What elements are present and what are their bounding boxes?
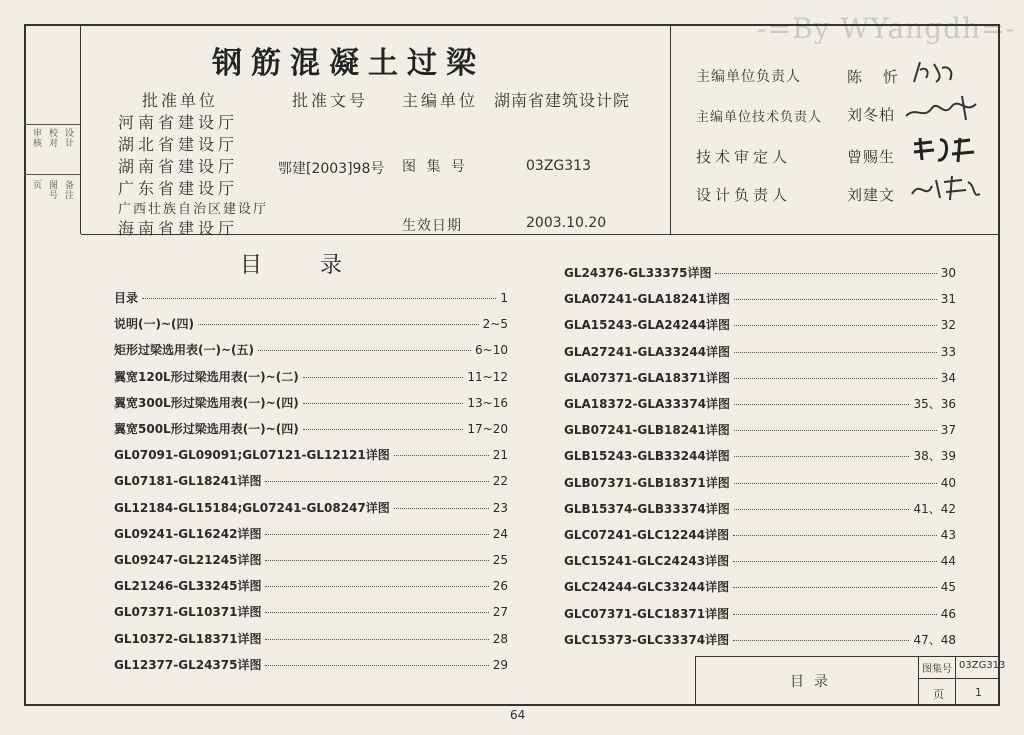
toc-entry-page: 17~20: [467, 422, 508, 436]
approver-item: 广西壮族自治区建设厅: [118, 202, 269, 217]
toc-entry-name: GLB15374-GLB33374详图: [564, 501, 730, 516]
toc-entry-page: 2~5: [482, 317, 508, 332]
toc-entry-name: GL10372-GL18371详图: [114, 631, 262, 646]
role-reviewer: 技术审定人: [696, 148, 792, 166]
person-reviewer: 曾赐生: [847, 148, 896, 166]
toc-entry: [114, 289, 508, 309]
toc-entry-page: 26: [492, 579, 508, 594]
toc-leader-dots: [265, 586, 488, 587]
title-block-divider: [955, 656, 956, 706]
toc-entry-name: GL21246-GL33245详图: [114, 579, 262, 594]
toc-entry: [114, 577, 508, 597]
toc-entry-page: 31: [940, 292, 956, 307]
approver-item: 海南省建设厅: [118, 219, 239, 238]
toc-leader-dots: [394, 455, 489, 456]
toc-title: 目录: [240, 253, 401, 278]
toc-entry-page: 21: [492, 448, 508, 463]
role-chief-editor: 主编单位负责人: [696, 69, 801, 85]
title-block-divider: [918, 678, 1000, 679]
toc-leader-dots: [265, 534, 488, 535]
title-block-divider: [918, 656, 919, 706]
toc-entry-name: GLB07241-GLB18241详图: [564, 423, 730, 438]
toc-entry-name: 翼宽300L形过梁选用表(一)~(四): [114, 395, 299, 410]
role-designer: 设计负责人: [696, 186, 792, 204]
strip-cell: 审核: [31, 128, 41, 148]
toc-entry-name: GLA07371-GLA18371详图: [564, 370, 731, 385]
toc-leader-dots: [733, 561, 937, 562]
toc-entry-page: 1: [500, 291, 508, 305]
toc-leader-dots: [198, 324, 479, 325]
toc-entry: [564, 474, 956, 494]
toc-entry: [114, 315, 508, 335]
watermark: -=By WYangdh=-: [757, 12, 1016, 45]
toc-entry-page: 44: [940, 554, 956, 569]
approver-item: 湖北省建设厅: [118, 135, 239, 154]
toc-leader-dots: [734, 325, 937, 326]
toc-entry-name: 翼宽500L形过梁选用表(一)~(四): [114, 422, 299, 436]
toc-entry-name: GL09241-GL16242详图: [114, 526, 262, 541]
docno-value: 鄂建[2003]98号: [278, 161, 385, 177]
toc-leader-dots: [734, 352, 937, 353]
date-label: 生效日期: [402, 218, 462, 234]
toc-entry-page: 37: [940, 423, 956, 438]
toc-entry: [114, 499, 508, 519]
toc-leader-dots: [734, 378, 937, 379]
toc-leader-dots: [734, 456, 910, 457]
toc-entry: [564, 526, 956, 546]
toc-entry: [564, 316, 956, 336]
toc-entry-page: 43: [940, 528, 956, 542]
page-value: 1: [975, 686, 982, 699]
toc-entry-page: 28: [492, 631, 508, 646]
toc-entry-page: 29: [492, 657, 508, 672]
toc-entry-page: 46: [940, 606, 956, 621]
toc-entry-page: 23: [492, 500, 508, 515]
toc-entry-name: 说明(一)~(四): [114, 317, 194, 332]
editor-value: 湖南省建筑设计院: [494, 91, 631, 110]
toc-entry-name: GLA07241-GLA18241详图: [564, 292, 731, 307]
toc-entry: [564, 421, 956, 441]
editor-label: 主编单位: [402, 91, 479, 110]
toc-entry-name: GLC07371-GLC18371详图: [564, 606, 730, 621]
toc-leader-dots: [733, 614, 937, 615]
toc-leader-dots: [265, 639, 488, 640]
toc-entry-name: GLA27241-GLA33244详图: [564, 344, 731, 359]
toc-entry-page: 45: [940, 580, 956, 595]
toc-entry: [114, 420, 508, 440]
date-value: 2003.10.20: [526, 215, 607, 231]
toc-leader-dots: [734, 483, 937, 484]
toc-leader-dots: [142, 298, 496, 299]
toc-leader-dots: [265, 665, 488, 666]
strip-divider: [24, 174, 81, 175]
toc-entry: [564, 369, 956, 389]
toc-entry-page: 6~10: [475, 343, 508, 358]
strip-cell: 校对: [47, 128, 57, 148]
toc-entry-page: 22: [492, 474, 508, 489]
approver-item: 湖南省建设厅: [118, 157, 239, 176]
toc-entry: [564, 552, 956, 572]
approver-item: 广东省建设厅: [118, 179, 239, 198]
person-tech-chief: 刘冬柏: [847, 106, 896, 124]
toc-entry-page: 33: [940, 344, 956, 359]
toc-entry-page: 40: [940, 475, 956, 490]
strip-cell: 备注: [63, 180, 73, 200]
signature: [902, 92, 992, 124]
toc-entry: [114, 472, 508, 492]
toc-leader-dots: [265, 481, 488, 482]
toc-entry-page: 13~16: [467, 395, 508, 410]
toc-entry: [564, 578, 956, 598]
toc-entry-name: GL07371-GL10371详图: [114, 605, 262, 620]
toc-entry: [114, 341, 508, 361]
toc-entry-page: 25: [492, 553, 508, 567]
toc-leader-dots: [303, 403, 464, 404]
docno-label: 批准文号: [292, 91, 369, 110]
book-page-number: 64: [510, 708, 526, 722]
toc-entry: [564, 447, 956, 467]
toc-entry: [114, 630, 508, 650]
toc-entry-page: 27: [492, 605, 508, 620]
toc-leader-dots: [733, 587, 937, 588]
toc-entry: [564, 290, 956, 310]
toc-leader-dots: [734, 430, 937, 431]
toc-entry: [564, 264, 956, 284]
toc-entry-name: GLC15373-GLC33374详图: [564, 632, 730, 647]
strip-divider: [24, 124, 81, 125]
toc-leader-dots: [715, 273, 936, 274]
strip-cell: 图号: [47, 180, 57, 200]
toc-entry: [564, 631, 956, 651]
toc-entry-name: 翼宽120L形过梁选用表(一)~(二): [114, 369, 299, 384]
toc-entry: [114, 368, 508, 388]
page-title: 钢筋混凝土过梁: [212, 46, 485, 81]
atlas-no-label: 图集号: [922, 664, 952, 675]
toc-entry-name: GL07091-GL09091;GL07121-GL12121详图: [114, 448, 390, 463]
toc-entry-name: GLC24244-GLC33244详图: [564, 580, 730, 595]
signature: [896, 56, 986, 88]
toc-entry: [564, 395, 956, 415]
strip-cell: 设计: [63, 128, 73, 148]
toc-leader-dots: [734, 404, 909, 405]
toc-entry-name: 矩形过梁选用表(一)~(五): [114, 343, 254, 358]
binding-strip: [24, 24, 81, 234]
toc-entry: [114, 525, 508, 545]
person-chief-editor: 陈 忻: [847, 68, 906, 86]
toc-entry: [564, 343, 956, 363]
toc-leader-dots: [394, 508, 489, 509]
toc-leader-dots: [265, 560, 488, 561]
toc-entry-name: GLA18372-GLA33374详图: [564, 397, 731, 411]
atlas-no-value: 03ZG313: [959, 660, 1006, 671]
toc-leader-dots: [258, 350, 471, 351]
toc-leader-dots: [734, 299, 937, 300]
toc-entry-name: GL12184-GL15184;GL07241-GL08247详图: [114, 500, 390, 515]
toc-entry: [114, 603, 508, 623]
toc-entry-name: GLA15243-GLA24244详图: [564, 318, 731, 333]
toc-entry-name: GLB15243-GLB33244详图: [564, 449, 730, 464]
approver-label: 批准单位: [142, 91, 219, 110]
toc-entry: [564, 500, 956, 520]
toc-entry-page: 34: [940, 370, 956, 385]
toc-entry: [564, 605, 956, 625]
toc-leader-dots: [265, 612, 488, 613]
toc-entry: [114, 446, 508, 466]
toc-entry-name: GL09247-GL21245详图: [114, 553, 262, 567]
toc-entry-name: 目录: [114, 291, 139, 305]
person-designer: 刘建文: [847, 186, 896, 204]
signature: [910, 172, 1000, 204]
toc-entry: [114, 551, 508, 571]
toc-leader-dots: [733, 535, 937, 536]
toc-entry: [114, 656, 508, 676]
page-label: 页: [933, 688, 944, 701]
atlas-value: 03ZG313: [526, 158, 591, 174]
atlas-label: 图 集 号: [402, 159, 468, 175]
toc-entry-page: 41、42: [913, 501, 956, 516]
toc-entry-name: GLC07241-GLC12244详图: [564, 528, 730, 542]
title-block-name: 目录: [790, 674, 838, 690]
approver-item: 河南省建设厅: [118, 113, 239, 132]
title-block-left: [695, 656, 696, 706]
toc-entry-page: 32: [940, 318, 956, 333]
toc-entry-name: GLB07371-GLB18371详图: [564, 475, 730, 490]
header-column-divider: [670, 24, 671, 234]
toc-entry-page: 11~12: [467, 369, 508, 384]
toc-entry-page: 47、48: [913, 632, 956, 647]
toc-entry: [114, 394, 508, 414]
toc-leader-dots: [734, 509, 910, 510]
toc-leader-dots: [303, 429, 464, 430]
toc-entry-page: 35、36: [913, 397, 956, 411]
toc-entry-page: 30: [940, 266, 956, 280]
toc-entry-name: GL12377-GL24375详图: [114, 657, 262, 672]
signature: [910, 134, 1000, 166]
toc-entry-name: GL24376-GL33375详图: [564, 266, 712, 280]
strip-cell: 页: [31, 180, 41, 190]
toc-leader-dots: [303, 377, 464, 378]
role-tech-chief: 主编单位技术负责人: [696, 110, 823, 125]
toc-leader-dots: [733, 640, 909, 641]
toc-entry-page: 38、39: [913, 449, 956, 464]
toc-entry-name: GLC15241-GLC24243详图: [564, 554, 730, 569]
toc-entry-page: 24: [492, 526, 508, 541]
toc-entry-name: GL07181-GL18241详图: [114, 474, 262, 489]
